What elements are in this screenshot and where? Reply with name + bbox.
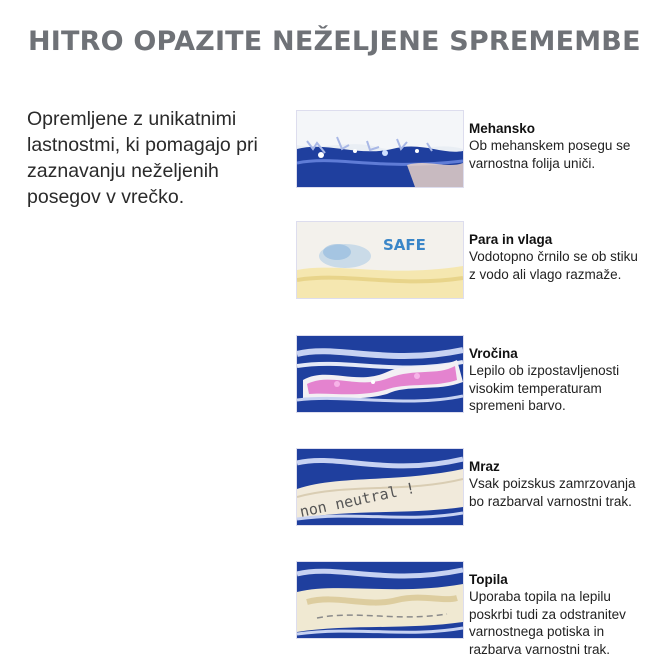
frost-discoloration-image [296, 448, 464, 526]
feature-heading: Topila [469, 572, 508, 587]
feature-description-line: Vodotopno črnilo se ob stiku [469, 249, 638, 264]
moisture-image-text: SAFE [383, 236, 426, 254]
feature-solvents [296, 561, 666, 657]
page-title: HITRO OPAZITE NEŽELJENE SPREMEMBE [28, 26, 641, 57]
feature-description-line: z vodo ali vlago razmaže. [469, 266, 622, 282]
feature-description-line: Lepilo ob izpostavljenosti [469, 363, 620, 378]
feature-mechanical [296, 110, 666, 200]
feature-description-line: varnostnega potiska in [469, 624, 605, 639]
feature-heading: Mehansko [469, 121, 536, 136]
frost-image-text: non neutral ! [298, 478, 417, 521]
feature-description-line: Ob mehanskem posegu se [469, 138, 631, 153]
feature-description-line: visokim temperaturam [469, 380, 602, 396]
feature-frost [296, 448, 666, 538]
heat-discoloration-image [296, 335, 464, 413]
feature-heading: Mraz [469, 459, 500, 474]
mechanical-damage-image [296, 110, 464, 188]
feature-heading: Para in vlaga [469, 232, 553, 247]
intro-text: Opremljene z unikatnimi lastnostmi, ki pomagajo pri zaznavanju neželjenih posegov v vrečko. [27, 108, 258, 208]
feature-steam-moisture [296, 221, 666, 311]
moisture-smudge-image [296, 221, 464, 299]
feature-description-line: Uporaba topila na lepilu [469, 589, 611, 604]
feature-description-line: Vsak poizskus zamrzovanja [469, 476, 636, 491]
feature-description-line: bo razbarval varnostni trak. [469, 493, 632, 509]
feature-heat [296, 335, 666, 425]
feature-description-line: poskrbi tudi za odstranitev [469, 606, 626, 622]
solvent-damage-image [296, 561, 464, 639]
feature-description-line: spremeni barvo. [469, 398, 566, 413]
feature-description-line: varnostna folija uniči. [469, 155, 596, 171]
feature-description-line: razbarva varnostni trak. [469, 641, 611, 657]
feature-heading: Vročina [469, 346, 518, 361]
